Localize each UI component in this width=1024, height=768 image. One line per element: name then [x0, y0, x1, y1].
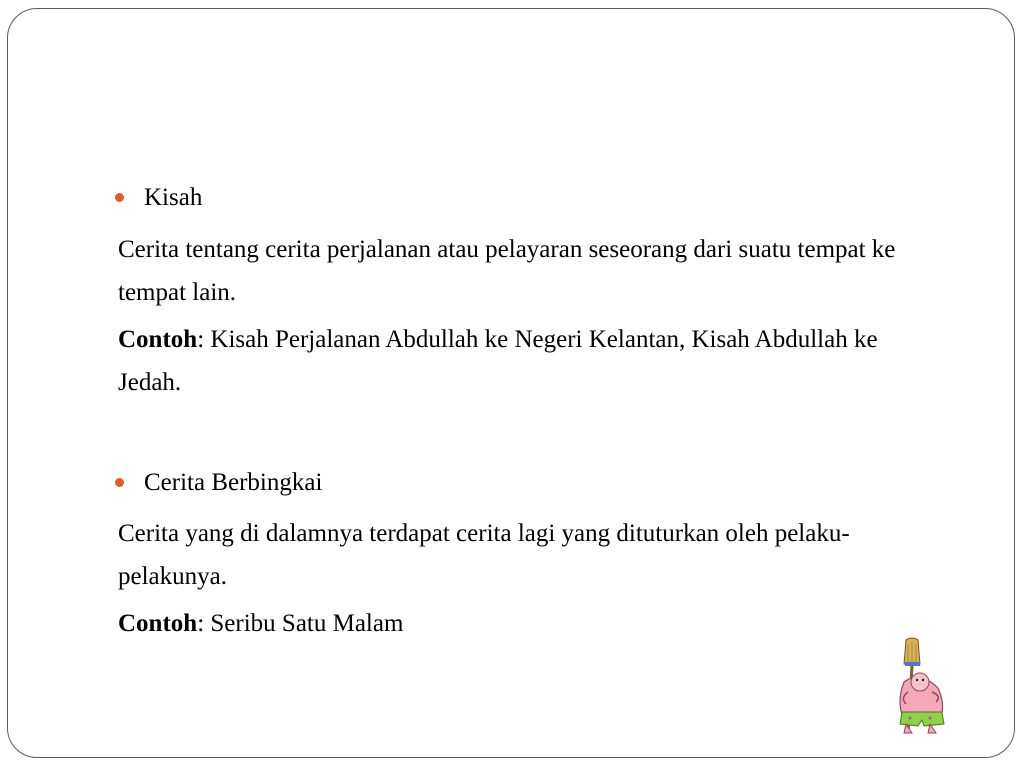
example-text: Kisah Perjalanan Abdullah ke Negeri Kelantan, Kisah Abdullah ke Jedah. [118, 326, 878, 396]
section-example [118, 602, 938, 645]
example-separator: : [197, 326, 205, 353]
section-heading: Kisah [144, 184, 203, 211]
example-separator: : [197, 610, 205, 637]
bullet-item-cerita-berbingkai [115, 469, 322, 497]
cartoon-character-with-broom-icon [890, 636, 950, 736]
bullet-dot-icon [115, 478, 124, 487]
example-label: Contoh [118, 610, 198, 637]
example-label: Contoh [118, 326, 198, 353]
section-description: Cerita yang di dalamnya terdapat cerita lagi yang dituturkan oleh pelaku-pelakunya. [118, 520, 850, 590]
bullet-item-kisah [115, 184, 202, 212]
example-text: Seribu Satu Malam [204, 610, 404, 637]
section-example [118, 318, 938, 404]
bullet-dot-icon [115, 193, 124, 202]
section-description: Cerita tentang cerita perjalanan atau pelayaran seseorang dari suatu tempat ke tempat lain. [118, 236, 896, 306]
section-heading: Cerita Berbingkai [144, 469, 323, 496]
